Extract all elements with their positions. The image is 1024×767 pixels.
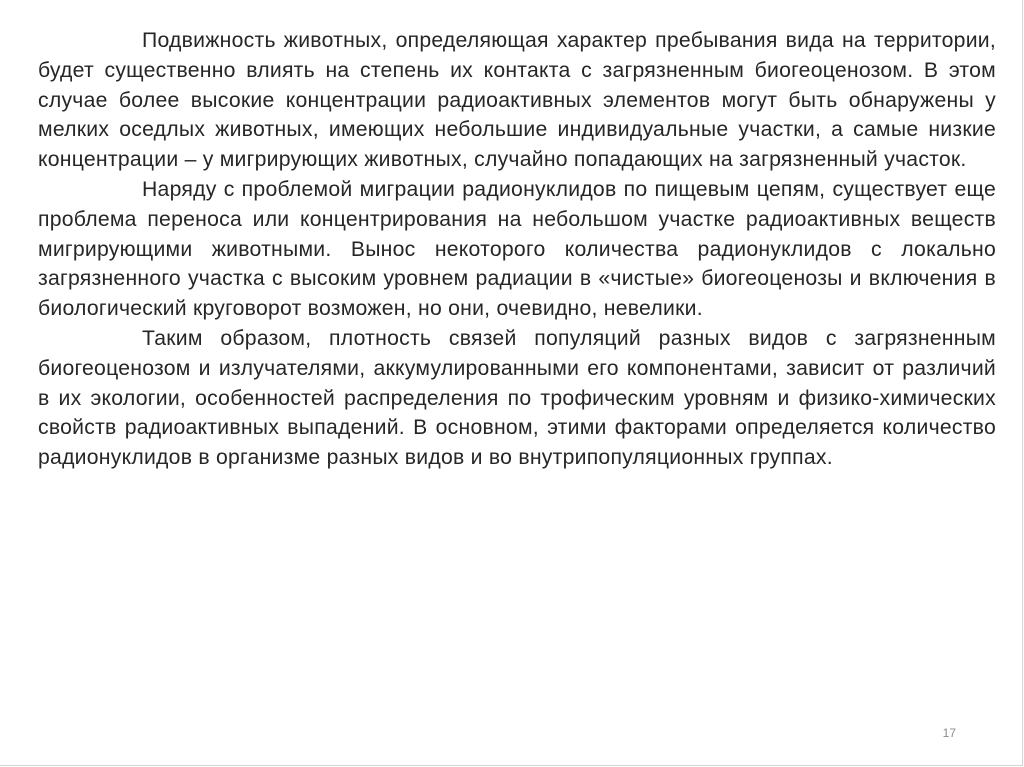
paragraph-radionuclide-migration: Наряду с проблемой миграции радионуклидов по пищевым цепям, существует еще проблема переноса или концентрирования на небольшом участке радиоактивных веществ мигрирующими животными. Вынос некоторого количества радионуклидов с локально загрязненного участка с высоким уровнем радиации в «чистые» биогеоценозы и включения в биологический круговорот возможен, но они, очевидно, невелики. (38, 177, 996, 321)
slide-body-text (38, 26, 996, 473)
paragraph-animal-mobility: Подвижность животных, определяющая характер пребывания вида на территории, будет существенно влиять на степень их контакта с загрязненным биогеоценозом. В этом случае более высокие концентрации радиоактивных элементов могут быть обнаружены у мелких оседлых животных, имеющих небольшие индивидуальные участки, а самые низкие концентрации – у мигрирующих животных, случайно попадающих на загрязненный участок. (38, 29, 996, 172)
page-number: 17 (942, 726, 956, 740)
paragraph-conclusion: Таким образом, плотность связей популяций разных видов с загрязненным биогеоценозом и излучателями, аккумулированными его компонентами, зависит от различий в их экологии, особенностей распределения по трофическим уровням и физико-химических свойств радиоактивных выпадений. В основном, этими факторами определяется количество радионуклидов в организме разных видов и во внутрипопуляционных группах. (38, 326, 996, 470)
